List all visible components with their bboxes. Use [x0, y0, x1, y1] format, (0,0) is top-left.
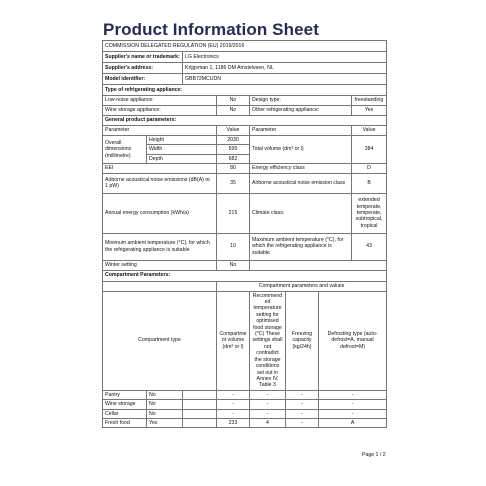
wine-storage-row — [103, 106, 387, 116]
temperature-row — [103, 233, 387, 260]
compartment-name: Cellar — [103, 409, 147, 418]
compartment-freezing: - — [286, 390, 319, 399]
other-refrigerating-label: Other refrigerating appliance: — [250, 106, 352, 116]
eei-value: 80 — [217, 164, 250, 173]
supplier-address-label: Supplier's address: — [103, 63, 183, 74]
product-info-table — [102, 40, 387, 428]
compartment-row — [103, 418, 387, 427]
climate-class-value: extended temperate, temperate, subtropical, tropical — [352, 193, 387, 233]
compartment-row — [103, 409, 387, 418]
compartment-present: No — [147, 390, 183, 399]
compartment-volume-header: Compartment volume (dm³ or l) — [217, 291, 250, 390]
regulation-row — [103, 41, 387, 52]
compartment-present: Yes — [147, 418, 183, 427]
noise-row — [103, 173, 387, 193]
climate-class-label: Climate class: — [250, 193, 352, 233]
annual-energy-label: Annual energy consumption (kWh/a) — [103, 193, 217, 233]
height-value: 2030 — [217, 136, 250, 145]
compartment-row — [103, 390, 387, 399]
compartment-temp: 4 — [250, 418, 286, 427]
compartment-header-row — [103, 291, 387, 390]
page-title: Product Information Sheet — [103, 20, 319, 39]
compartment-temp: - — [250, 400, 286, 409]
value-header-2: Value — [352, 126, 387, 136]
compartment-name: Wine storage — [103, 400, 147, 409]
overall-dimensions-label: Overall dimensions (millimetre) — [103, 136, 147, 164]
supplier-address-row — [103, 63, 387, 74]
value-header: Value — [217, 126, 250, 136]
general-section-row — [103, 116, 387, 126]
param-header-2: Parameter — [250, 126, 352, 136]
winter-setting-row — [103, 260, 387, 270]
depth-value: 682 — [217, 154, 250, 163]
compartment-freezing: - — [286, 400, 319, 409]
compartment-defrost: A — [319, 418, 387, 427]
eei-row — [103, 164, 387, 173]
compartment-defrost: - — [319, 400, 387, 409]
recommended-temp-header: Recommended temperature setting for optimised food storage (°C) These settings shall not contradict the storage conditions set out in Annex IV, Table 3 — [250, 291, 286, 390]
compartment-present: No — [147, 400, 183, 409]
supplier-name-row — [103, 52, 387, 63]
param-header-row — [103, 126, 387, 136]
compartment-section-heading: Compartment Parameters: — [103, 270, 387, 281]
noise-class-value: B — [352, 173, 387, 193]
max-temp-value: 43 — [352, 233, 387, 260]
width-value: 595 — [217, 145, 250, 154]
energy-climate-row — [103, 193, 387, 233]
annual-energy-value: 215 — [217, 193, 250, 233]
model-identifier-row — [103, 74, 387, 85]
general-section-heading: General product parameters: — [103, 116, 387, 126]
refrigerating-section-heading: Type of refrigerating appliance: — [103, 85, 387, 96]
winter-setting-value: No — [217, 260, 250, 270]
regulation-text: COMMISSION DELEGATED REGULATION (EU) 2019/2016 — [103, 41, 387, 52]
winter-setting-label: Winter setting — [103, 260, 217, 270]
compartment-freezing: - — [286, 418, 319, 427]
supplier-address-value: Krijgsman 1, 1186 DM Amstelveen, NL — [183, 63, 387, 74]
model-identifier-label: Model identifier: — [103, 74, 183, 85]
low-noise-row — [103, 96, 387, 106]
wine-storage-value: No — [217, 106, 250, 116]
dimensions-height-row — [103, 136, 387, 145]
noise-emissions-label: Airborne acoustical noise emissions (dB(A) re 1 pW) — [103, 173, 217, 193]
depth-label: Depth — [147, 154, 217, 163]
design-type-label: Design type: — [250, 96, 352, 106]
compartment-params-header: Compartment parameters and values — [217, 281, 387, 291]
compartment-temp: - — [250, 409, 286, 418]
compartment-name: Pantry — [103, 390, 147, 399]
refrigerating-section-row — [103, 85, 387, 96]
model-identifier-value: GBB72MCUDN — [183, 74, 387, 85]
min-temp-value: 10 — [217, 233, 250, 260]
compartment-section-row — [103, 270, 387, 281]
compartment-volume: - — [217, 409, 250, 418]
min-temp-label: Minimum ambient temperature (°C), for which the refrigerating appliance is suitable — [103, 233, 217, 260]
wine-storage-label: Wine storage appliance: — [103, 106, 217, 116]
defrosting-type-header: Defrosting type (auto-defrost=A, manual defrost=M) — [319, 291, 387, 390]
height-label: Height — [147, 136, 217, 145]
low-noise-label: Low-noise appliance: — [103, 96, 217, 106]
param-header: Parameter — [103, 126, 217, 136]
low-noise-value: No — [217, 96, 250, 106]
compartment-temp: - — [250, 390, 286, 399]
energy-class-label: Energy efficiency class — [250, 164, 352, 173]
compartment-title-row — [103, 281, 387, 291]
design-type-value: freestanding — [352, 96, 387, 106]
supplier-name-label: Supplier's name or trademark: — [103, 52, 183, 63]
compartment-present: No — [147, 409, 183, 418]
compartment-volume: - — [217, 390, 250, 399]
compartment-defrost: - — [319, 409, 387, 418]
total-volume-label: Total volume (dm³ or l) — [250, 136, 352, 164]
noise-class-label: Airborne acoustical noise emission class — [250, 173, 352, 193]
compartment-type-header: Compartment type — [103, 291, 217, 390]
total-volume-value: 384 — [352, 136, 387, 164]
page-number: Page 1 / 2 — [362, 452, 386, 458]
supplier-name-value: LG Electronics — [183, 52, 387, 63]
energy-class-value: D — [352, 164, 387, 173]
width-label: Width — [147, 145, 217, 154]
noise-emissions-value: 35 — [217, 173, 250, 193]
max-temp-label: Maximum ambient temperature (°C), for which the refrigerating appliance is suitable — [250, 233, 352, 260]
eei-label: EEI — [103, 164, 217, 173]
compartment-row — [103, 400, 387, 409]
compartment-defrost: - — [319, 390, 387, 399]
other-refrigerating-value: Yes — [352, 106, 387, 116]
compartment-volume: - — [217, 400, 250, 409]
compartment-freezing: - — [286, 409, 319, 418]
freezing-capacity-header: Freezing capacity (kg/24h) — [286, 291, 319, 390]
compartment-name: Fresh food — [103, 418, 147, 427]
compartment-volume: 233 — [217, 418, 250, 427]
